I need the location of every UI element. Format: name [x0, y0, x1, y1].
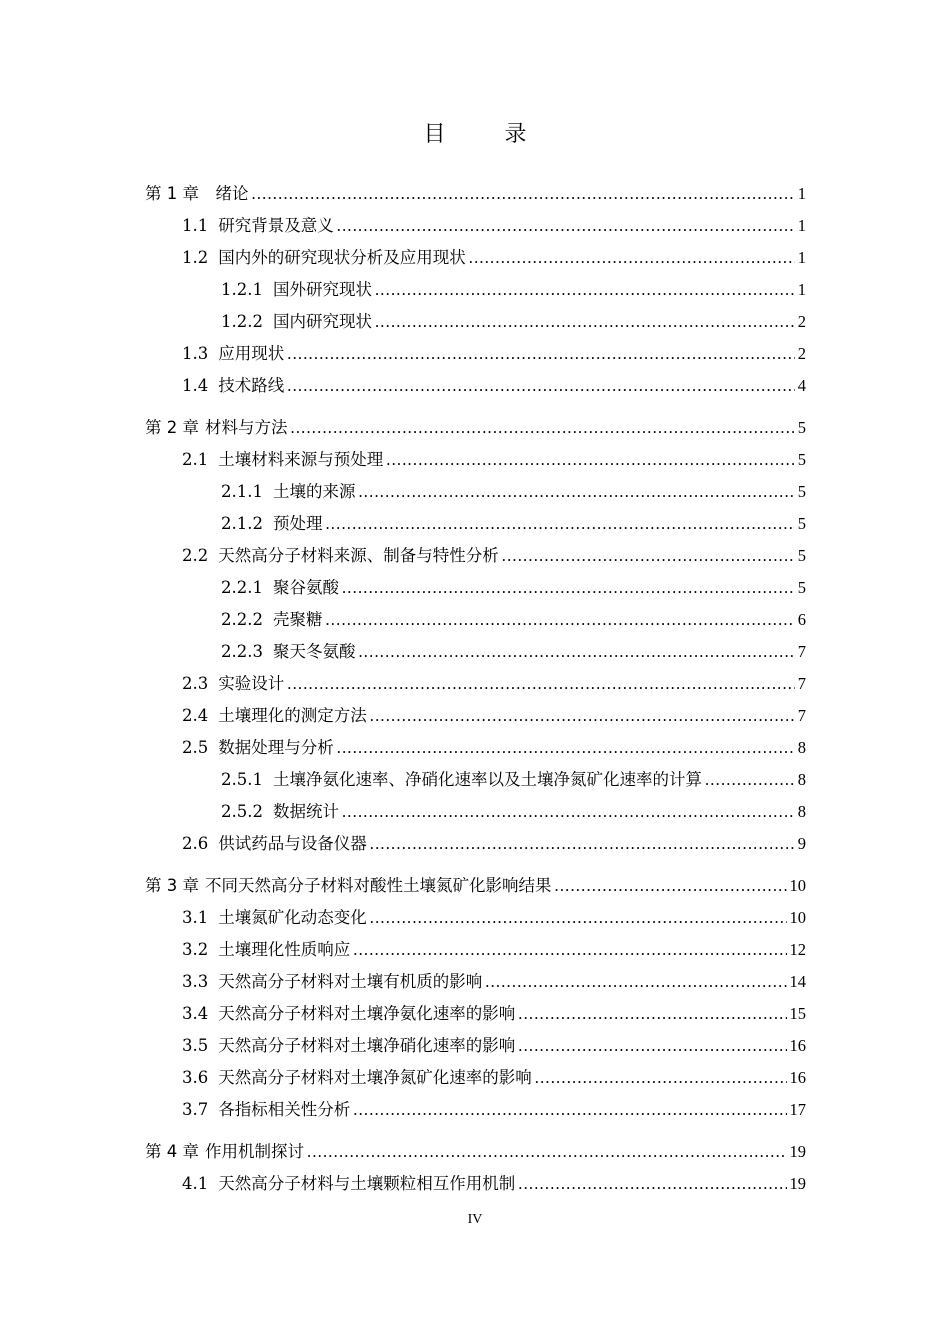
toc-entry-title: 绪论 [205, 184, 249, 203]
toc-section-entry[interactable] [182, 449, 806, 471]
toc-entry-title: 数据处理与分析 [218, 738, 334, 757]
toc-entry-number: 3.5 [182, 1036, 209, 1055]
toc-entry-title: 天然高分子材料与土壤颗粒相互作用机制 [218, 1174, 516, 1193]
toc-entry-number: 1.1 [182, 216, 209, 235]
toc-entry-page: 5 [797, 418, 806, 437]
toc-entry-title: 数据统计 [272, 802, 339, 821]
toc-entry-number: 2.3 [182, 674, 209, 693]
toc-leader-dots [252, 183, 795, 205]
toc-leader-dots [287, 375, 795, 397]
toc-leader-dots [307, 1141, 787, 1163]
toc-entry-title: 聚谷氨酸 [272, 578, 339, 597]
toc-entry-page: 8 [797, 802, 806, 821]
toc-section-entry[interactable] [182, 343, 806, 365]
toc-subsection-entry[interactable] [221, 609, 806, 631]
toc-section-entry[interactable] [182, 1099, 806, 1121]
toc-entry-page: 5 [797, 482, 806, 501]
toc-subsection-entry[interactable] [221, 769, 806, 791]
toc-entry-page: 7 [797, 642, 806, 661]
toc-subsection-entry[interactable] [221, 311, 806, 333]
toc-entry-number: 2.2 [182, 546, 209, 565]
toc-section-entry[interactable] [182, 971, 806, 993]
toc-entry-title: 土壤的来源 [272, 482, 356, 501]
toc-leader-dots [518, 1003, 786, 1025]
toc-entry-number: 2.5 [182, 738, 209, 757]
toc-entry-page: 12 [789, 940, 806, 959]
toc-subsection-entry[interactable] [221, 577, 806, 599]
toc-entry-number: 2.1.1 [221, 482, 263, 501]
toc-subsection-entry[interactable] [221, 279, 806, 301]
toc-entry-page: 7 [797, 674, 806, 693]
toc-entry-number: 3.7 [182, 1100, 209, 1119]
toc-leader-dots [555, 875, 787, 897]
toc-entry-page: 4 [797, 376, 806, 395]
toc-entry-title: 土壤理化性质响应 [218, 940, 351, 959]
toc-leader-dots [518, 1035, 786, 1057]
toc-leader-dots [370, 907, 787, 929]
toc-leader-dots [375, 311, 795, 333]
toc-chapter-entry[interactable] [145, 417, 806, 439]
toc-entry-number: 3.6 [182, 1068, 209, 1087]
toc-section-entry[interactable] [182, 673, 806, 695]
toc-entry-title: 研究背景及意义 [218, 216, 334, 235]
toc-entry-page: 10 [789, 876, 806, 895]
toc-entry-number: 2.1 [182, 450, 209, 469]
toc-section-entry[interactable] [182, 545, 806, 567]
toc-entry-page: 19 [789, 1174, 806, 1193]
toc-entry-page: 8 [797, 738, 806, 757]
toc-entry-number: 3.1 [182, 908, 209, 927]
toc-section-entry[interactable] [182, 1035, 806, 1057]
toc-entry-title: 国外研究现状 [272, 280, 372, 299]
toc-entry-number: 1.2.1 [221, 280, 263, 299]
toc-entry-number: 2.2.1 [221, 578, 263, 597]
toc-leader-dots [325, 609, 794, 631]
toc-entry-page: 1 [797, 248, 806, 267]
toc-entry-title: 壳聚糖 [272, 610, 323, 629]
toc-entry-number: 第 3 章 [145, 876, 199, 895]
toc-entry-title: 土壤氮矿化动态变化 [218, 908, 367, 927]
toc-entry-number: 1.3 [182, 344, 209, 363]
toc-entry-title: 国内研究现状 [272, 312, 372, 331]
toc-section-entry[interactable] [182, 1067, 806, 1089]
toc-entry-number: 1.2.2 [221, 312, 263, 331]
toc-subsection-entry[interactable] [221, 801, 806, 823]
toc-leader-dots [502, 545, 795, 567]
toc-entry-number: 3.2 [182, 940, 209, 959]
toc-entry-page: 8 [797, 770, 806, 789]
toc-entry-page: 5 [797, 546, 806, 565]
toc-entry-page: 2 [797, 312, 806, 331]
toc-section-entry[interactable] [182, 1173, 806, 1195]
toc-leader-dots [287, 673, 795, 695]
toc-section-entry[interactable] [182, 737, 806, 759]
toc-entry-number: 1.4 [182, 376, 209, 395]
toc-subsection-entry[interactable] [221, 481, 806, 503]
toc-entry-number: 2.2.2 [221, 610, 263, 629]
toc-chapter-entry[interactable] [145, 183, 806, 205]
toc-entry-page: 16 [789, 1068, 806, 1087]
toc-section-entry[interactable] [182, 247, 806, 269]
toc-entry-number: 第 1 章 [145, 184, 199, 203]
toc-leader-dots [325, 513, 794, 535]
toc-entry-page: 15 [789, 1004, 806, 1023]
toc-leader-dots [342, 801, 795, 823]
toc-entry-number: 2.4 [182, 706, 209, 725]
toc-entry-title: 聚天冬氨酸 [272, 642, 356, 661]
toc-entry-title: 土壤理化的测定方法 [218, 706, 367, 725]
toc-entry-title: 天然高分子材料对土壤净氮矿化速率的影响 [218, 1068, 532, 1087]
toc-entry-number: 2.6 [182, 834, 209, 853]
toc-entry-page: 5 [797, 450, 806, 469]
toc-leader-dots [370, 833, 795, 855]
toc-entry-number: 2.1.2 [221, 514, 263, 533]
toc-leader-dots [358, 481, 794, 503]
toc-entry-title: 不同天然高分子材料对酸性土壤氮矿化影响结果 [205, 876, 552, 895]
toc-subsection-entry[interactable] [221, 513, 806, 535]
toc-leader-dots [337, 737, 795, 759]
toc-leader-dots [535, 1067, 787, 1089]
toc-section-entry[interactable] [182, 833, 806, 855]
toc-leader-dots [353, 1099, 786, 1121]
toc-chapter-entry[interactable] [145, 1141, 806, 1163]
toc-entry-page: 9 [797, 834, 806, 853]
toc-leader-dots [287, 343, 795, 365]
toc-entry-page: 17 [789, 1100, 806, 1119]
toc-entry-page: 2 [797, 344, 806, 363]
toc-section-entry[interactable] [182, 215, 806, 237]
toc-leader-dots [370, 705, 795, 727]
toc-entry-number: 2.5.1 [221, 770, 263, 789]
toc-entry-title: 天然高分子材料对土壤有机质的影响 [218, 972, 483, 991]
toc-entry-page: 5 [797, 514, 806, 533]
toc-entry-number: 1.2 [182, 248, 209, 267]
toc-leader-dots [386, 449, 795, 471]
toc-entry-number: 2.5.2 [221, 802, 263, 821]
toc-entry-title: 预处理 [272, 514, 323, 533]
toc-entry-number: 2.2.3 [221, 642, 263, 661]
toc-entry-page: 7 [797, 706, 806, 725]
toc-entry-title: 国内外的研究现状分析及应用现状 [218, 248, 466, 267]
toc-entry-title: 材料与方法 [205, 418, 288, 437]
toc-section-entry[interactable] [182, 907, 806, 929]
toc-leader-dots [291, 417, 795, 439]
toc-entry-page: 16 [789, 1036, 806, 1055]
toc-entry-number: 3.3 [182, 972, 209, 991]
toc-entry-title: 实验设计 [218, 674, 285, 693]
toc-entry-number: 4.1 [182, 1174, 209, 1193]
toc-entry-page: 1 [797, 216, 806, 235]
toc-leader-dots [485, 971, 786, 993]
toc-entry-number: 第 2 章 [145, 418, 199, 437]
toc-entry-title: 技术路线 [218, 376, 285, 395]
toc-section-entry[interactable] [182, 939, 806, 961]
toc-leader-dots [358, 641, 794, 663]
toc-entry-title: 供试药品与设备仪器 [218, 834, 367, 853]
toc-entry-page: 6 [797, 610, 806, 629]
toc-leader-dots [469, 247, 795, 269]
toc-subsection-entry[interactable] [221, 641, 806, 663]
toc-entry-title: 应用现状 [218, 344, 285, 363]
toc-entry-number: 3.4 [182, 1004, 209, 1023]
page-title: 目 录 [423, 122, 553, 147]
toc-entry-title: 作用机制探讨 [205, 1142, 304, 1161]
toc-leader-dots [337, 215, 795, 237]
toc-leader-dots [518, 1173, 786, 1195]
toc-leader-dots [342, 577, 795, 599]
toc-entry-number: 第 4 章 [145, 1142, 199, 1161]
toc-entry-title: 各指标相关性分析 [218, 1100, 351, 1119]
toc-entry-title: 天然高分子材料来源、制备与特性分析 [218, 546, 499, 565]
toc-leader-dots [375, 279, 795, 301]
toc-entry-page: 14 [789, 972, 806, 991]
toc-leader-dots [705, 769, 795, 791]
toc-entry-title: 土壤材料来源与预处理 [218, 450, 384, 469]
toc-entry-page: 1 [797, 184, 806, 203]
toc-section-entry[interactable] [182, 1003, 806, 1025]
toc-entry-title: 天然高分子材料对土壤净氨化速率的影响 [218, 1004, 516, 1023]
toc-section-entry[interactable] [182, 375, 806, 397]
toc-leader-dots [353, 939, 786, 961]
toc-section-entry[interactable] [182, 705, 806, 727]
page-number: IV [467, 1212, 483, 1227]
toc-entry-page: 5 [797, 578, 806, 597]
toc-entry-page: 19 [789, 1142, 806, 1161]
toc-entry-page: 1 [797, 280, 806, 299]
toc-entry-page: 10 [789, 908, 806, 927]
toc-entry-title: 天然高分子材料对土壤净硝化速率的影响 [218, 1036, 516, 1055]
toc-entry-title: 土壤净氨化速率、净硝化速率以及土壤净氮矿化速率的计算 [272, 770, 702, 789]
toc-chapter-entry[interactable] [145, 875, 806, 897]
